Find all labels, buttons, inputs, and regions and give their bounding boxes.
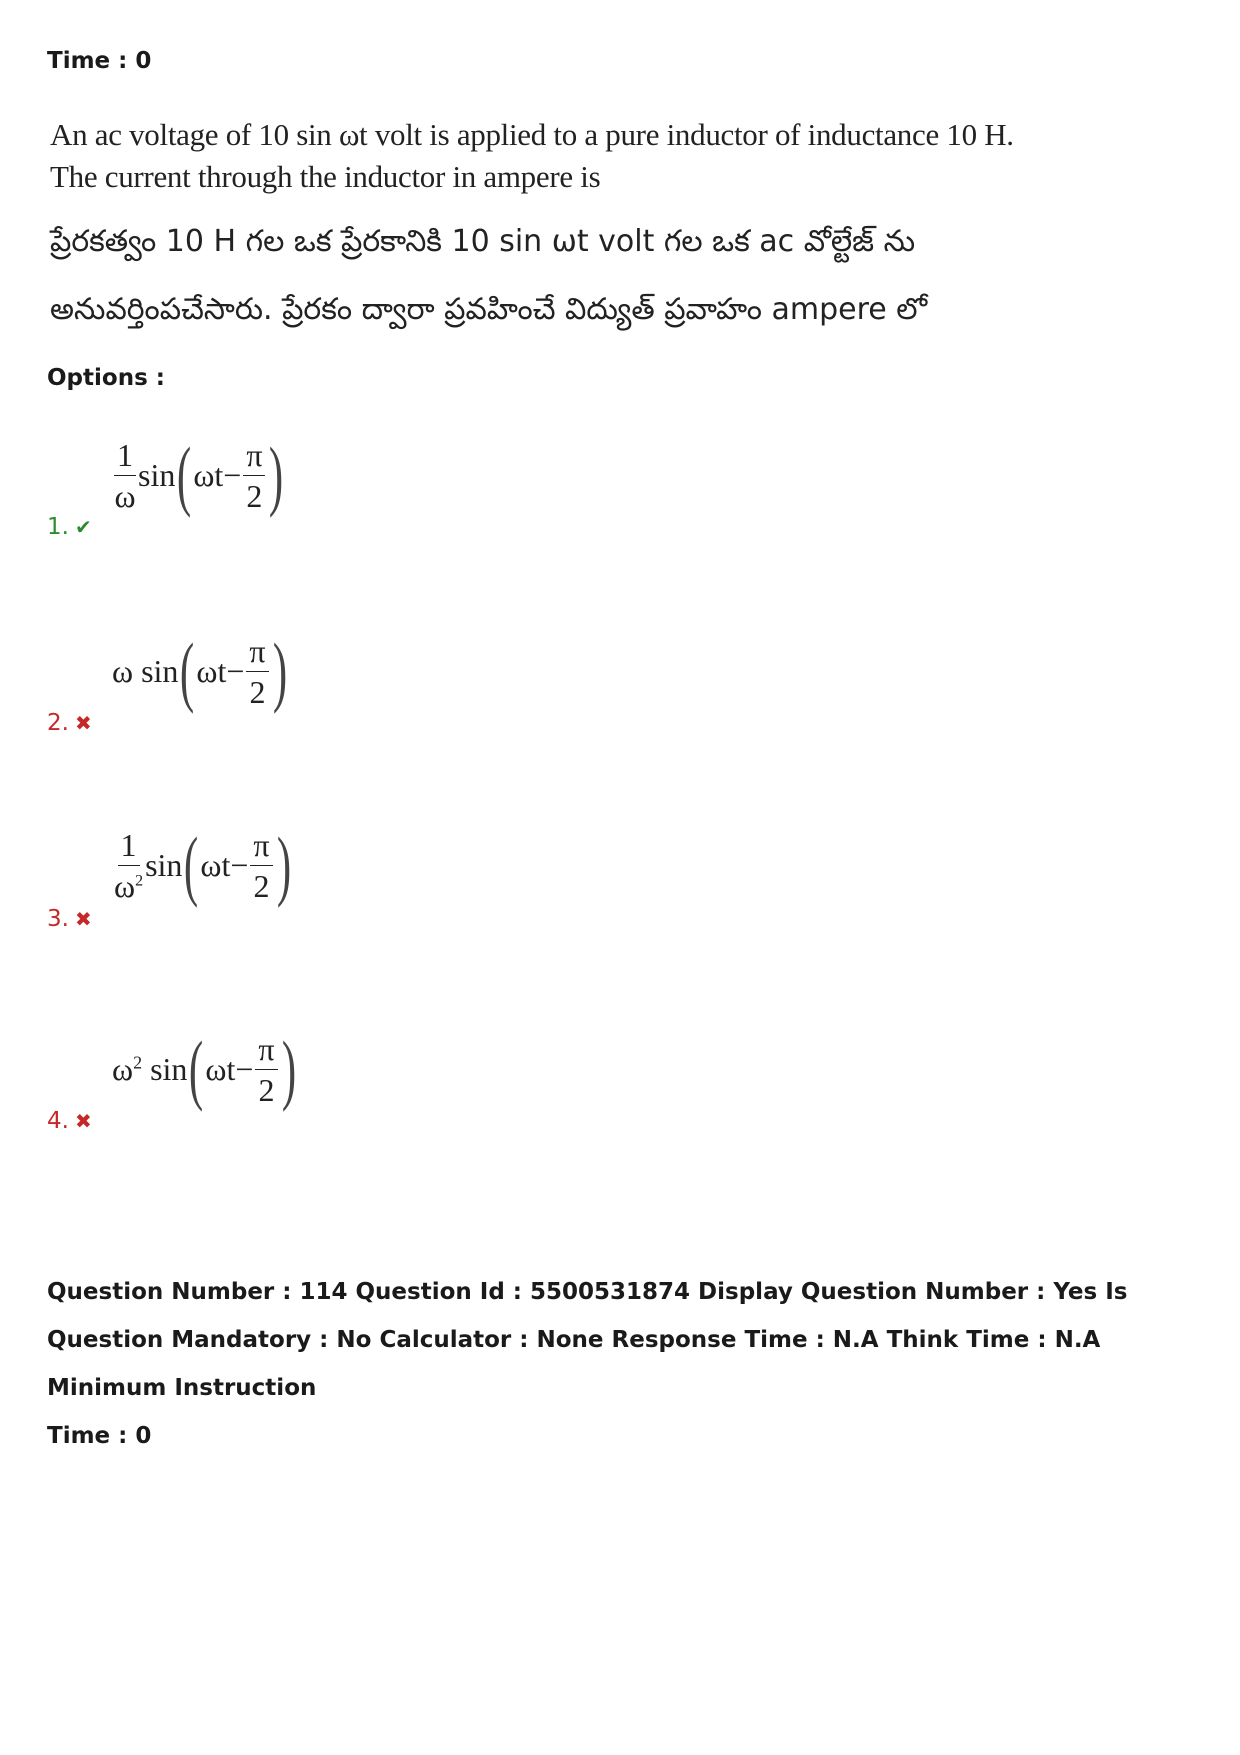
check-icon: ✔: [74, 515, 92, 539]
denominator-two: 2: [246, 477, 263, 514]
question-telugu-line-2: అనువర్తింపచేసారు. ప్రేరకం ద్వారా ప్రవహించే విద్యుత్ ప్రవాహం ampere లో: [50, 292, 928, 327]
left-paren: (: [189, 1025, 204, 1112]
metadata-text: Question Number : 114 Question Id : 5500531874 Display Question Number : Yes Is Question Mandatory : No Calculator : None Response Time : N.A Think Time : N.A Minimum Instruction: [47, 1279, 1128, 1401]
fraction-denominator: [114, 866, 143, 902]
option-4-formula: [112, 1025, 298, 1112]
option-4-number[interactable]: [47, 1108, 92, 1134]
lead-omega: ω: [112, 652, 134, 689]
option-1-formula: [112, 431, 285, 518]
argument: ωt−: [205, 1050, 254, 1087]
sine-function: sin: [141, 652, 179, 689]
exponent: 2: [133, 1051, 143, 1072]
question-english-line-2: The current through the inductor in ampere is: [50, 159, 601, 194]
pi-symbol: π: [250, 829, 272, 866]
exponent: 2: [135, 871, 144, 889]
coefficient-fraction: [114, 826, 144, 904]
pi-symbol: π: [255, 1033, 277, 1070]
option-number-text: 1.: [47, 514, 69, 540]
option-number-text: 2.: [47, 710, 69, 736]
denominator-two: 2: [249, 673, 266, 710]
fraction-numerator: 1: [114, 439, 136, 476]
left-paren: (: [180, 627, 195, 714]
sine-function: sin: [145, 846, 183, 883]
coefficient-fraction: [114, 436, 136, 514]
sine-function: sin: [138, 456, 176, 493]
omega: ω: [112, 1050, 134, 1087]
argument: ωt−: [200, 846, 249, 883]
question-telugu-line-1: ప్రేరకత్వం 10 H గల ఒక ప్రేరకానికి 10 sin ωt volt గల ఒక ac వోల్టేజ్ ను: [50, 224, 916, 259]
question-english-line-1: An ac voltage of 10 sin ωt volt is applied to a pure inductor of inductance 10 H.: [50, 117, 1014, 152]
argument: ωt−: [193, 456, 242, 493]
right-paren: ): [276, 821, 291, 908]
fraction-denominator: ω: [114, 477, 136, 514]
option-1-number[interactable]: [47, 514, 92, 540]
left-paren: (: [177, 431, 192, 518]
right-paren: ): [269, 431, 284, 518]
fraction-numerator: 1: [118, 829, 140, 866]
pi-over-two: [243, 436, 265, 514]
pi-symbol: π: [246, 635, 268, 672]
denominator-omega: ω: [114, 867, 136, 904]
pi-over-two: [255, 1030, 277, 1108]
right-paren: ): [281, 1025, 296, 1112]
options-label: Options :: [47, 365, 165, 391]
cross-icon: ✖: [74, 1109, 92, 1133]
option-2-formula: [112, 627, 289, 714]
option-3-number[interactable]: [47, 906, 92, 932]
question-english: [50, 114, 1014, 198]
pi-over-two: [250, 826, 272, 904]
pi-over-two: [246, 632, 268, 710]
denominator-two: 2: [258, 1071, 275, 1108]
left-paren: (: [184, 821, 199, 908]
option-2-number[interactable]: [47, 710, 92, 736]
time-label: Time : 0: [47, 48, 152, 74]
cross-icon: ✖: [74, 907, 92, 931]
question-metadata: [47, 1268, 1207, 1460]
denominator-two: 2: [253, 867, 270, 904]
sine-function: sin: [150, 1050, 188, 1087]
lead-omega: [112, 1051, 142, 1088]
right-paren: ): [272, 627, 287, 714]
argument: ωt−: [196, 652, 245, 689]
option-3-formula: [112, 821, 293, 908]
option-number-text: 4.: [47, 1108, 69, 1134]
option-number-text: 3.: [47, 906, 69, 932]
time-label-footer: Time : 0: [47, 1423, 152, 1449]
cross-icon: ✖: [74, 711, 92, 735]
pi-symbol: π: [243, 439, 265, 476]
